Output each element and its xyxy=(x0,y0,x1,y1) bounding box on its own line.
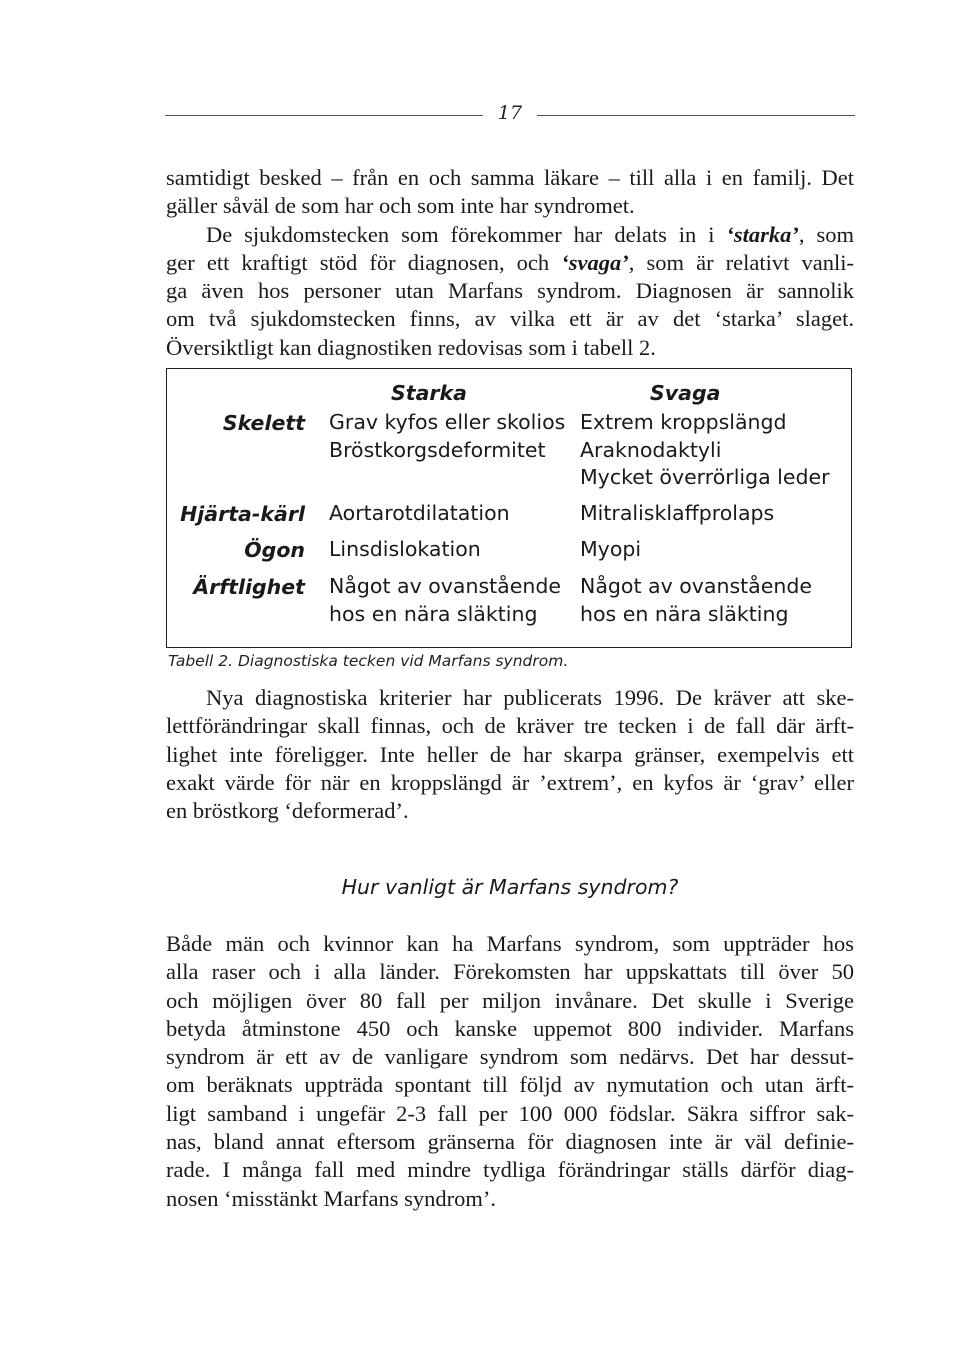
prevalence-line-4: betyda åtminstone 450 och kanske uppemot 800 individer. Marfans xyxy=(166,1015,854,1041)
row-label-arftlighet: Ärftlighet xyxy=(193,575,305,599)
intro-paragraph xyxy=(166,164,854,362)
page-header xyxy=(165,100,855,130)
row-label-hjarta-karl: Hjärta-kärl xyxy=(180,502,305,526)
table-cell: Extrem kroppslängd xyxy=(580,410,787,434)
ogon-strong-cell xyxy=(329,536,481,564)
header-rule-right xyxy=(537,115,855,116)
table-cell: hos en nära släkting xyxy=(329,601,538,626)
intro-line-2: gäller såväl de som har och som inte har syndromet. xyxy=(166,193,635,219)
criteria-line-3: lighet inte föreligger. Inte heller de har skarpa gränser, exempelvis ett xyxy=(166,741,854,767)
table-cell: Mycket överrörliga leder xyxy=(580,465,830,489)
diagnostic-table xyxy=(166,368,852,648)
intro-line-5: ga även hos personer utan Marfans syndrom. Diagnosen är sannolik xyxy=(166,278,854,304)
prevalence-line-1: Både män och kvinnor kan ha Marfans syndrom, som uppträder hos xyxy=(166,931,854,956)
page-number: 17 xyxy=(497,102,523,124)
table-cell: Bröstkorgsdeformitet xyxy=(329,437,546,462)
hjarta-strong-cell xyxy=(329,500,510,528)
intro-line-6: om två sjukdomstecken finns, av vilka ett är av det ‘starka’ slaget. xyxy=(166,306,854,332)
skelett-weak-cell xyxy=(580,409,830,492)
intro-line-4: ger ett kraftigt stöd för diagnosen, och ‘svaga’, som är relativt vanli- xyxy=(166,249,854,275)
skelett-strong-cell xyxy=(329,409,565,464)
table-cell: Aortarotdilatation xyxy=(329,501,510,525)
table-cell: Något av ovanstående xyxy=(580,574,812,598)
prevalence-line-7: ligt samband i ungefär 2-3 fall per 100 000 födslar. Säkra siffror sak- xyxy=(166,1100,854,1126)
criteria-line-2: lettförändringar skall finnas, och de kräver tre tecken i de fall där ärft- xyxy=(166,713,854,739)
criteria-line-5: en bröstkorg ‘deformerad’. xyxy=(166,798,409,824)
row-label-skelett: Skelett xyxy=(222,411,305,435)
prevalence-line-3: och möjligen över 80 fall per miljon invånare. Det skulle i Sverige xyxy=(166,987,854,1013)
prevalence-line-8: nas, bland annat eftersom gränserna för diagnosen inte är väl definie- xyxy=(166,1129,854,1155)
arftlighet-strong-cell xyxy=(329,573,561,628)
intro-line-3: De sjukdomstecken som förekommer har delats in i ‘starka’, som xyxy=(206,221,854,247)
section-heading: Hur vanligt är Marfans syndrom? xyxy=(341,875,679,899)
arftlighet-weak-cell xyxy=(580,573,812,628)
prevalence-paragraph xyxy=(166,930,854,1213)
prevalence-line-9: rade. I många fall med mindre tydliga förändringar ställs därför diag- xyxy=(166,1157,854,1183)
criteria-line-1: Nya diagnostiska kriterier har publicerats 1996. De kräver att ske- xyxy=(206,685,854,710)
table-caption: Tabell 2. Diagnostiska tecken vid Marfans syndrom. xyxy=(168,652,569,670)
prevalence-line-6: om beräknats uppträda spontant till följd av nymutation och utan ärft- xyxy=(166,1072,854,1098)
ogon-weak-cell xyxy=(580,536,641,564)
col-header-starka: Starka xyxy=(391,381,467,405)
prevalence-line-5: syndrom är ett av de vanligare syndrom som nedärvs. Det har dessut- xyxy=(166,1044,854,1070)
table-cell: Linsdislokation xyxy=(329,537,481,561)
criteria-paragraph xyxy=(166,684,854,825)
table-cell: hos en nära släkting xyxy=(580,601,789,626)
prevalence-line-2: alla raser och i alla länder. Förekomsten har uppskattats till över 50 xyxy=(166,959,854,985)
intro-line-7: Översiktligt kan diagnostiken redovisas som i tabell 2. xyxy=(166,334,656,360)
table-cell: Grav kyfos eller skolios xyxy=(329,410,566,434)
intro-line-1: samtidigt besked – från en och samma läkare – till alla i en familj. Det xyxy=(166,165,854,190)
header-rule-left xyxy=(165,115,483,116)
hjarta-weak-cell xyxy=(580,500,774,528)
col-header-svaga: Svaga xyxy=(650,381,721,405)
term-svaga: ‘svaga’ xyxy=(561,249,629,275)
table-cell: Mitralisklaffprolaps xyxy=(580,501,775,525)
row-label-ogon: Ögon xyxy=(244,538,305,562)
criteria-line-4: exakt värde för när en kroppslängd är ’extrem’, en kyfos är ‘grav’ eller xyxy=(166,769,854,795)
table-cell: Myopi xyxy=(580,537,642,561)
prevalence-line-10: nosen ‘misstänkt Marfans syndrom’. xyxy=(166,1185,496,1211)
table-cell: Araknodaktyli xyxy=(580,437,722,462)
table-cell: Något av ovanstående xyxy=(329,574,561,598)
term-starka: ‘starka’ xyxy=(726,221,799,247)
